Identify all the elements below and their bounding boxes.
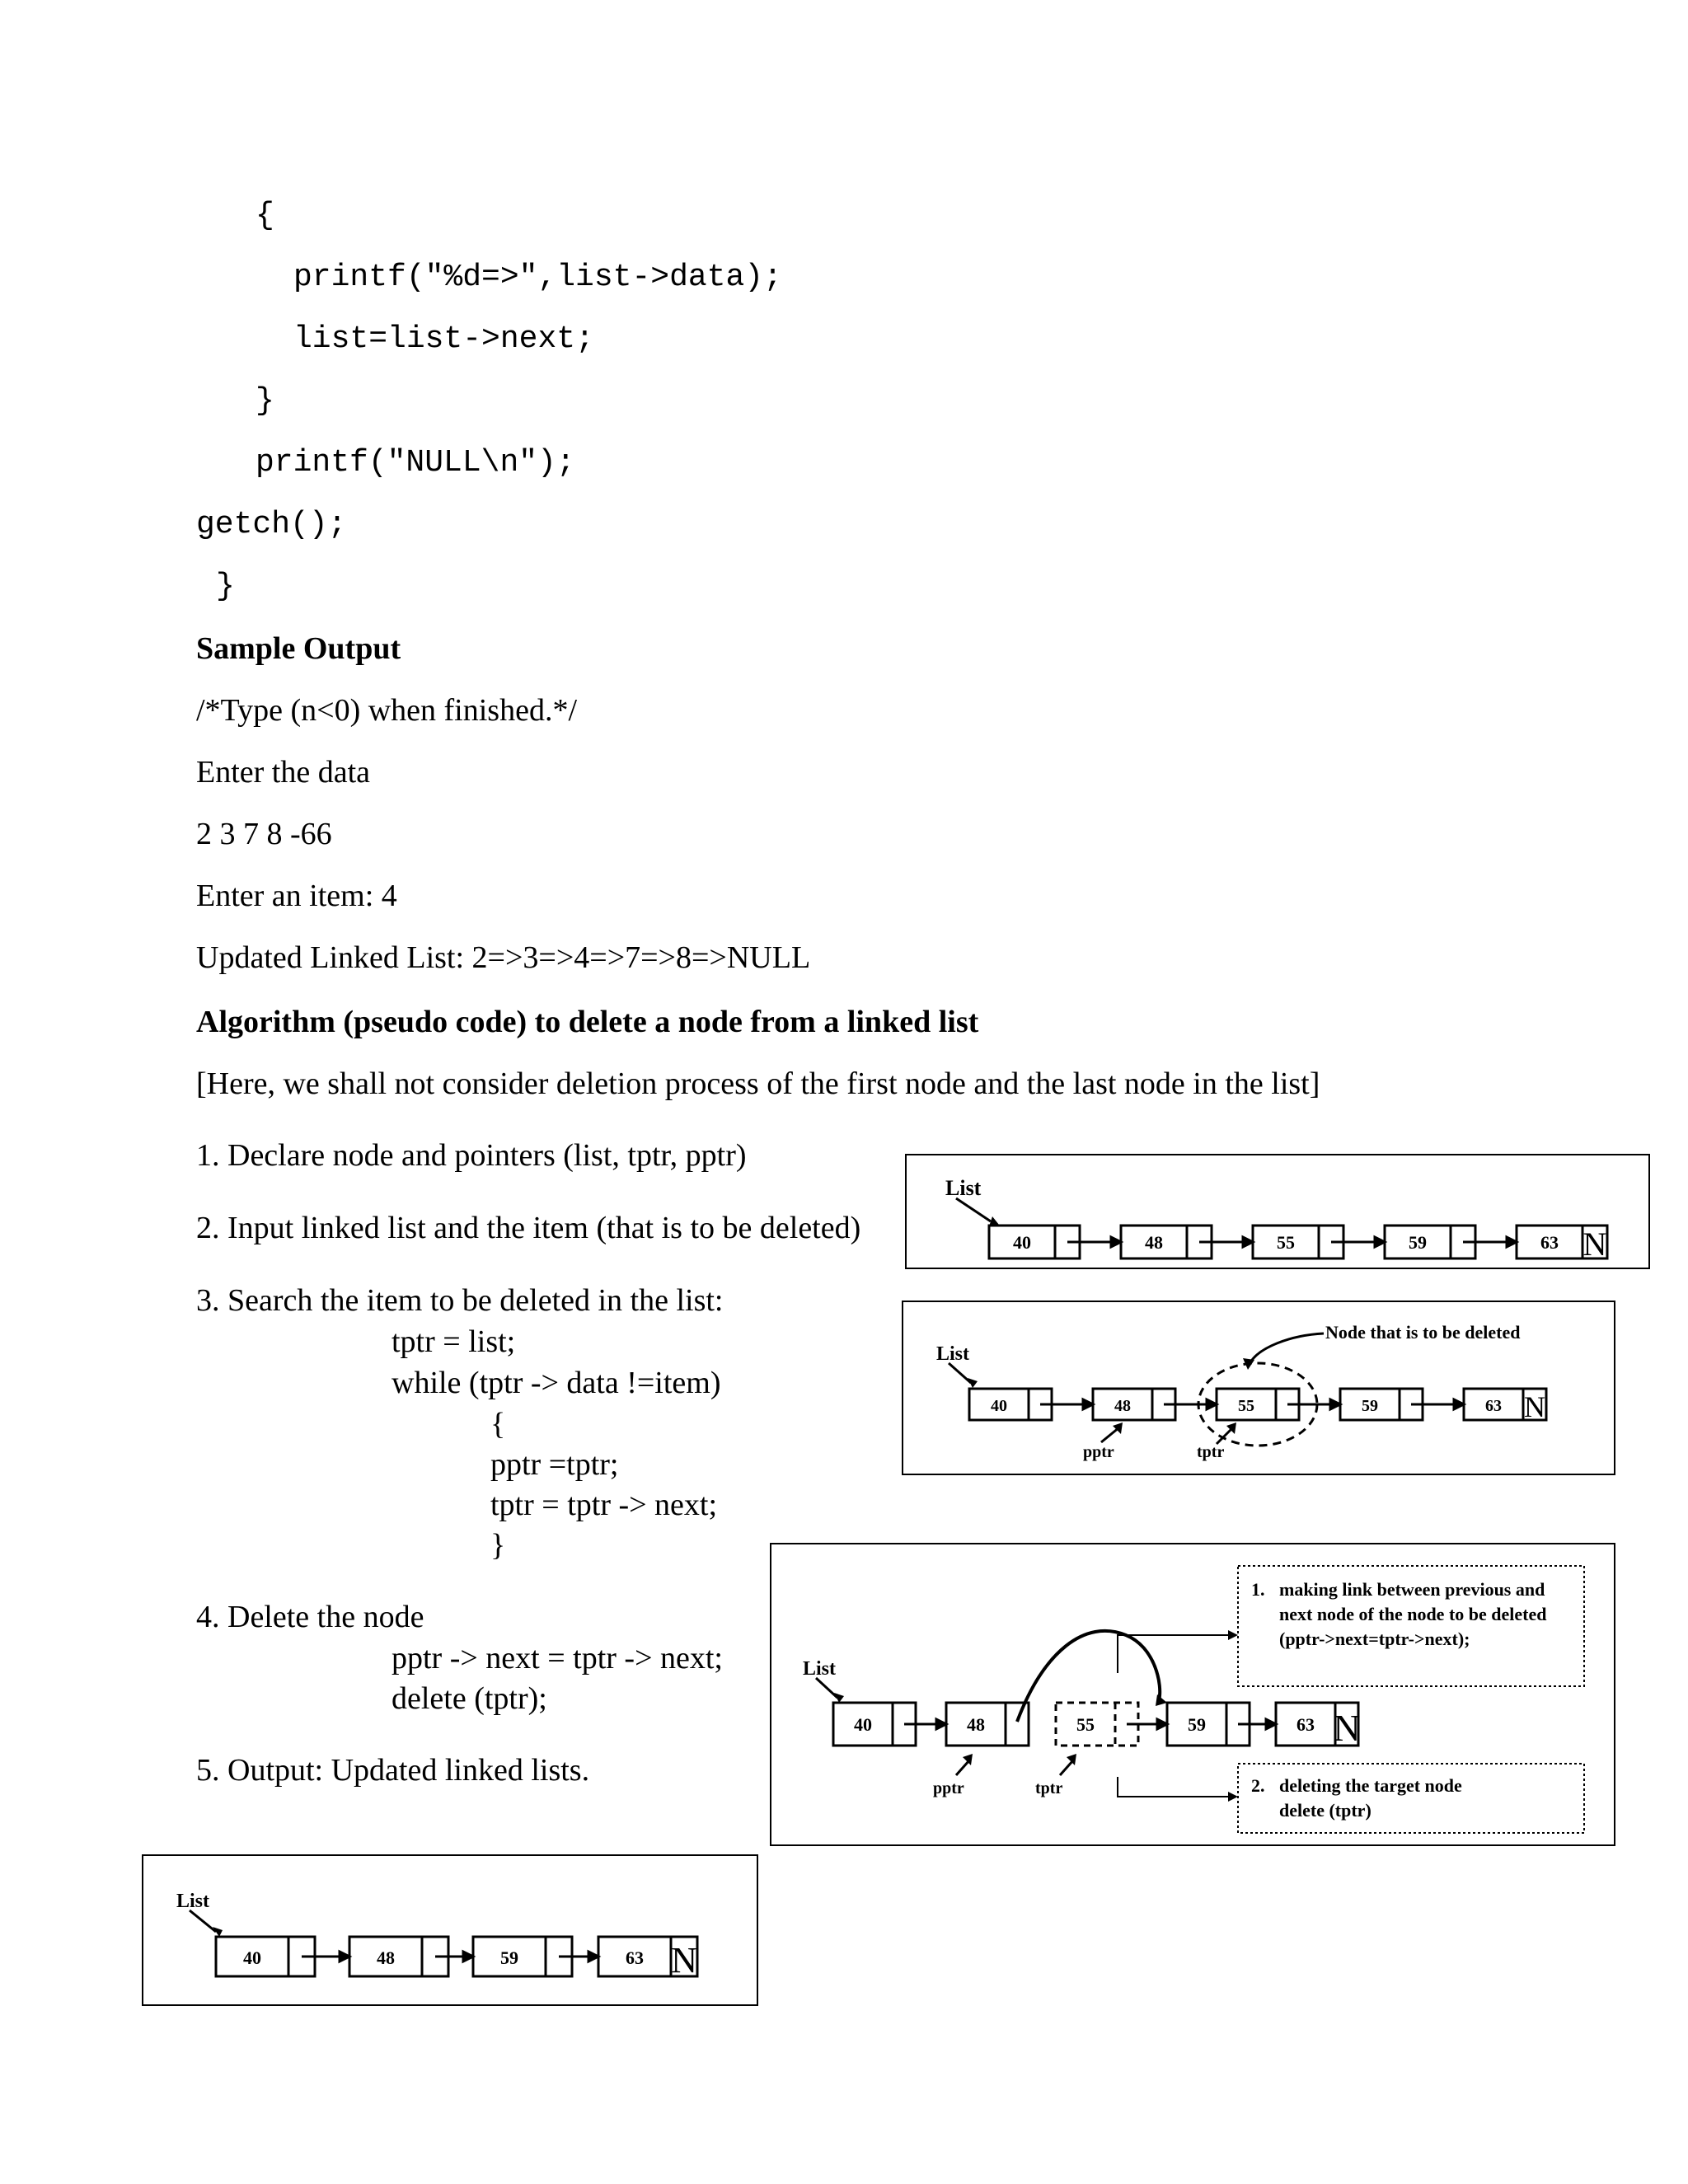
step4-code-line: delete (tptr); (392, 1681, 547, 1716)
svg-text:55: 55 (1277, 1232, 1295, 1253)
node-last (1517, 1226, 1607, 1263)
svg-text:63: 63 (1540, 1232, 1559, 1253)
svg-text:40: 40 (243, 1947, 261, 1968)
svg-text:48: 48 (967, 1714, 985, 1735)
null-mark: N (671, 1940, 697, 1980)
node (1340, 1389, 1423, 1420)
step3-code-line: tptr = list; (392, 1324, 516, 1359)
callout-arrow (1250, 1333, 1324, 1364)
node-last (1464, 1389, 1546, 1423)
sample-output-line: /*Type (n<0) when finished.*/ (196, 693, 578, 728)
svg-text:delete (tptr): delete (tptr) (1279, 1800, 1372, 1821)
list-label: List (936, 1343, 970, 1365)
algorithm-step: 5. Output: Updated linked lists. (196, 1753, 590, 1788)
svg-text:59: 59 (500, 1947, 518, 1968)
svg-text:next node of the node to be de: next node of the node to be deleted (1279, 1604, 1547, 1624)
figure-search-node (902, 1301, 1615, 1475)
pptr-label: pptr (933, 1779, 964, 1797)
svg-text:40: 40 (854, 1714, 872, 1735)
svg-text:63: 63 (626, 1947, 644, 1968)
step3-code-line: tptr = tptr -> next; (490, 1488, 718, 1522)
code-line-printf-null: printf("NULL\n"); (256, 445, 575, 480)
pptr-label: pptr (1083, 1443, 1114, 1461)
sample-output-line: Enter an item: 4 (196, 879, 397, 913)
algorithm-step: 2. Input linked list and the item (that is to be deleted) (196, 1211, 861, 1245)
algorithm-heading: Algorithm (pseudo code) to delete a node from a linked list (196, 1005, 979, 1039)
sample-output-line: Enter the data (196, 755, 371, 790)
sample-output-heading: Sample Output (196, 631, 401, 666)
code-line-open-brace: { (256, 198, 274, 233)
svg-text:63: 63 (1296, 1714, 1315, 1735)
svg-text:48: 48 (377, 1947, 395, 1968)
step4-code-line: pptr -> next = tptr -> next; (392, 1641, 723, 1675)
node (1253, 1226, 1343, 1258)
tptr-label: tptr (1035, 1779, 1063, 1797)
svg-text:48: 48 (1114, 1397, 1131, 1415)
null-mark: N (1582, 1226, 1607, 1263)
node (969, 1389, 1052, 1420)
node-last (598, 1937, 697, 1980)
svg-text:59: 59 (1362, 1397, 1378, 1415)
node (1121, 1226, 1212, 1258)
tptr-label: tptr (1197, 1443, 1225, 1461)
node (946, 1703, 1029, 1746)
svg-text:63: 63 (1485, 1397, 1502, 1415)
node (989, 1226, 1080, 1258)
svg-text:deleting the target node: deleting the target node (1279, 1775, 1462, 1796)
node (349, 1937, 448, 1976)
null-mark: N (1524, 1390, 1545, 1423)
sample-output-line: Updated Linked List: 2=>3=>4=>7=>8=>NULL (196, 940, 811, 975)
node-last (1276, 1703, 1361, 1749)
code-line-end-brace: } (216, 569, 235, 604)
node (473, 1937, 572, 1976)
figure-updated-list (142, 1854, 758, 2006)
step3-code-line: } (490, 1528, 506, 1563)
svg-text:59: 59 (1409, 1232, 1427, 1253)
code-line-getch: getch(); (196, 507, 347, 542)
figure-delete-node (770, 1543, 1615, 1846)
node (833, 1703, 916, 1746)
list-label: List (176, 1891, 210, 1912)
algorithm-step: 4. Delete the node (196, 1600, 424, 1634)
svg-text:2.: 2. (1251, 1775, 1265, 1796)
node-target (1217, 1389, 1299, 1420)
step3-code-line: { (490, 1407, 506, 1441)
svg-text:55: 55 (1238, 1397, 1254, 1415)
svg-text:40: 40 (1013, 1232, 1031, 1253)
algorithm-step: 1. Declare node and pointers (list, tptr, pptr) (196, 1138, 747, 1173)
step3-code-line: while (tptr -> data !=item) (392, 1366, 721, 1400)
algorithm-step: 3. Search the item to be deleted in the list: (196, 1283, 724, 1318)
sample-output-line: 2 3 7 8 -66 (196, 817, 332, 851)
node-deleted (1056, 1703, 1138, 1746)
code-line-close-brace: } (256, 383, 274, 419)
svg-text:55: 55 (1076, 1714, 1095, 1735)
code-line-list-next: list=list->next; (293, 321, 594, 357)
figure-initial-list (905, 1154, 1650, 1269)
list-label: List (945, 1176, 982, 1200)
list-label: List (803, 1658, 837, 1680)
node (216, 1937, 315, 1976)
svg-text:40: 40 (991, 1397, 1007, 1415)
algorithm-note: [Here, we shall not consider deletion process of the first node and the last node in the list] (196, 1066, 1320, 1101)
svg-text:making link between previous a: making link between previous and (1279, 1579, 1545, 1600)
node (1093, 1389, 1175, 1420)
svg-text:59: 59 (1188, 1714, 1206, 1735)
node (1385, 1226, 1475, 1258)
svg-text:48: 48 (1145, 1232, 1163, 1253)
note-box-delete (1238, 1764, 1584, 1833)
code-line-printf-data: printf("%d=>",list->data); (293, 260, 782, 295)
svg-text:(pptr->next=tptr->next);: (pptr->next=tptr->next); (1279, 1629, 1470, 1649)
callout-label: Node that is to be deleted (1325, 1322, 1521, 1343)
node (1167, 1703, 1250, 1746)
svg-text:1.: 1. (1251, 1579, 1265, 1600)
null-mark: N (1333, 1707, 1361, 1749)
step3-code-line: pptr =tptr; (490, 1447, 619, 1482)
list-pointer-arrow (956, 1198, 991, 1221)
